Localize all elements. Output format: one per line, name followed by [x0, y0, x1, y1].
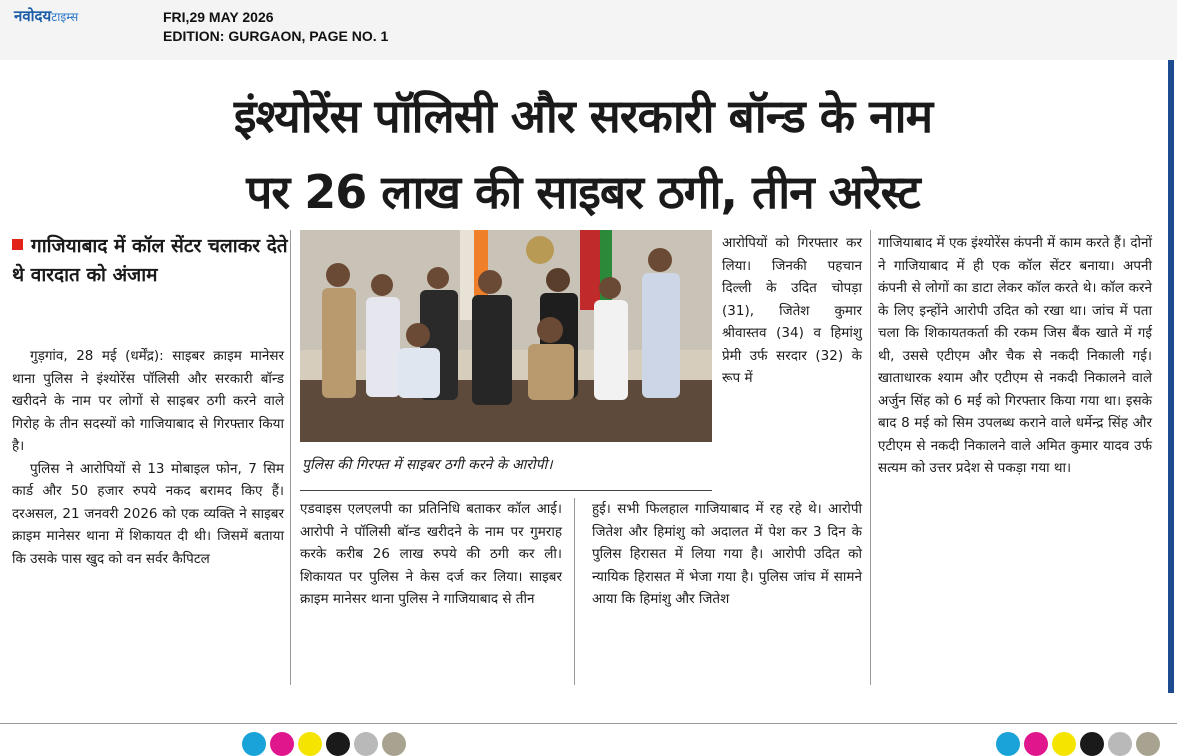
bullet-square-icon — [12, 239, 23, 250]
column-divider — [290, 230, 291, 685]
article-column-1 — [12, 345, 284, 570]
registration-mark-yellow — [1052, 732, 1076, 756]
footer-rule — [0, 723, 1177, 724]
registration-mark-yellow — [298, 732, 322, 756]
article-column-4 — [878, 232, 1152, 480]
article-photo[interactable] — [300, 230, 712, 442]
logo-main: नवोदय — [14, 7, 52, 25]
caption-divider — [300, 490, 712, 491]
registration-mark-black — [1080, 732, 1104, 756]
issue-edition: EDITION: GURGAON, PAGE NO. 1 — [163, 28, 389, 44]
registration-mark-magenta — [270, 732, 294, 756]
registration-mark-khaki — [382, 732, 406, 756]
issue-date: FRI,29 MAY 2026 — [163, 9, 274, 25]
column-divider — [574, 498, 575, 685]
newspaper-logo[interactable] — [14, 6, 78, 26]
registration-mark-grey — [354, 732, 378, 756]
photo-caption: पुलिस की गिरफ्त में साइबर ठगी करने के आरोपी। — [302, 457, 553, 473]
article-subheadline — [12, 232, 292, 290]
issue-meta — [163, 8, 388, 46]
subheadline-text: गाजियाबाद में कॉल सेंटर चलाकर देते थे वारदात को अंजाम — [12, 235, 288, 286]
registration-mark-cyan — [242, 732, 266, 756]
registration-mark-black — [326, 732, 350, 756]
column-divider — [870, 230, 871, 685]
print-footer — [0, 723, 1177, 755]
headline-line-1: इंश्योरेंस पॉलिसी और सरकारी बॉन्ड के नाम — [233, 89, 933, 143]
column-4-paragraph: गाजियाबाद में एक इंश्योरेंस कंपनी में काम करते हैं। दोनों ने गाजियाबाद में ही एक कॉल सेंटर बनाया। अपनी कंपनी से लोगों का डाटा लेकर कॉल करते थे। कॉल करने के लिए इन्होंने आरोपी उदित को रखा था। जांच में पता चला कि शिकायतकर्ता की रकम जिस बैंक खाते में गई थी, उससे एटीएम और चैक से नकदी निकाली गई। खाताधारक श्याम और एटीएम से नकदी निकालने वाले अर्जुन सिंह को 6 मई को गिरफ्तार किया गया था। इसके बाद 8 मई को सिम उपलब्ध कराने वाले धर्मेन्द्र सिंह और एटीएम से नकदी निकालने वाले अमित कुमार यादव उर्फ सत्यम को उत्तर प्रदेश से पकड़ा गया था। — [878, 235, 1152, 476]
registration-mark-grey — [1108, 732, 1132, 756]
article-column-2 — [300, 498, 562, 611]
article-headline — [8, 78, 1158, 230]
column-3-bottom-paragraph: हुई। सभी फिलहाल गाजियाबाद में रह रहे थे। आरोपी जितेश और हिमांशु को अदालत में पेश कर 3 दिन के पुलिस हिरासत में लिया गया है। आरोपी उदित को न्यायिक हिरासत में भेजा गया है। पुलिस जांच में सामने आया कि हिमांशु और जितेश — [592, 501, 862, 607]
registration-mark-cyan — [996, 732, 1020, 756]
column-1-paragraph-1: गुड़गांव, 28 मई (धर्मेंद्र): साइबर क्राइम मानेसर थाना पुलिस ने इंश्योरेंस पॉलिसी और सरकारी बॉन्ड खरीदने के नाम पर लोगों से साइबर ठगी करने वाले गिरोह के तीन सदस्यों को गाजियाबाद से गिरफ्तार किया है। — [12, 348, 284, 454]
column-3-top-paragraph: आरोपियों को गिरफ्तार कर लिया। जिनकी पहचान दिल्ली के उदित चोपड़ा (31), जितेश कुमार श्रीवास्तव (34) व हिमांशु प्रेमी उर्फ सरदार (32) के रूप में — [722, 235, 862, 386]
masthead-bar — [0, 0, 1177, 60]
article-column-3-bottom — [592, 498, 862, 611]
registration-mark-magenta — [1024, 732, 1048, 756]
registration-mark-khaki — [1136, 732, 1160, 756]
page-side-bar — [1168, 60, 1174, 693]
column-2-paragraph: एडवाइस एलएलपी का प्रतिनिधि बताकर कॉल आई। आरोपी ने पॉलिसी बॉन्ड खरीदने के नाम पर गुमराह करके करीब 26 लाख रुपये की ठगी कर ली। शिकायत पर पुलिस ने केस दर्ज कर लिया। साइबर क्राइम मानेसर थाना पुलिस ने गाजियाबाद से तीन — [300, 501, 562, 607]
article-column-3-top — [722, 232, 862, 390]
logo-sub: टाइम्स — [51, 10, 79, 24]
suspects-with-police-photo — [300, 230, 712, 442]
headline-line-2: पर 26 लाख की साइबर ठगी, तीन अरेस्ट — [246, 165, 920, 219]
column-1-paragraph-2: पुलिस ने आरोपियों से 13 मोबाइल फोन, 7 सिम कार्ड और 50 हजार रुपये नकद बरामद किए हैं। दरअसल, 21 जनवरी 2026 को एक व्यक्ति ने साइबर क्राइम मानेसर थाना में शिकायत दी थी। जिसमें बताया कि उसके पास खुद को वन सर्वर कैपिटल — [12, 460, 284, 567]
